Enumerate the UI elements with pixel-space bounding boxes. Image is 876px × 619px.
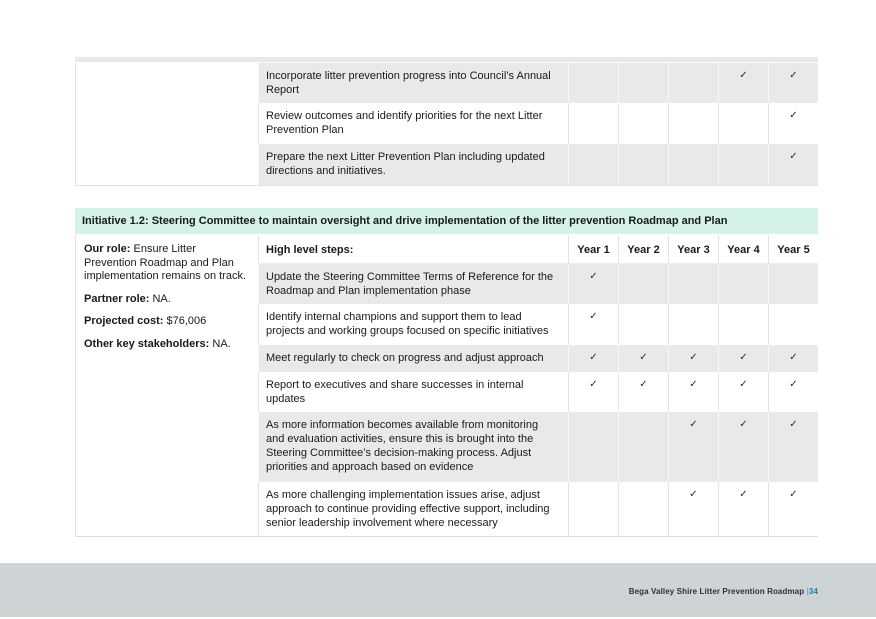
info-value: $76,006 — [163, 315, 207, 327]
year-cell — [568, 144, 618, 185]
year-cell — [668, 412, 718, 482]
info-label: Projected cost: — [84, 315, 164, 327]
info-value: NA. — [209, 337, 231, 350]
step-cell: Identify internal champions and support them to lead projects and working groups focused on specific initiatives — [258, 304, 568, 345]
year-cell — [668, 482, 718, 536]
year-cell — [768, 345, 818, 372]
table-row — [258, 372, 818, 412]
year-cell — [718, 304, 768, 345]
year-cell — [668, 372, 718, 412]
year-cell — [668, 63, 718, 103]
year-cell — [768, 103, 818, 144]
year-cell — [768, 372, 818, 412]
year-cell — [668, 144, 718, 185]
check-icon: ✓ — [789, 352, 798, 363]
info-item — [84, 243, 250, 284]
year-cell — [768, 304, 818, 345]
info-label: Other key stakeholders: — [84, 337, 210, 350]
year-cell — [568, 482, 618, 536]
footer-page-number: 34 — [808, 587, 818, 596]
info-item — [84, 293, 250, 307]
year-cell — [768, 144, 818, 185]
year-header-cell: Year 2 — [618, 235, 668, 263]
year-cell — [718, 144, 768, 185]
table-row — [258, 345, 818, 372]
table-row — [258, 144, 818, 185]
check-icon: ✓ — [589, 311, 598, 322]
check-icon: ✓ — [789, 379, 798, 390]
initiative-table — [75, 235, 818, 537]
steps-header-cell: High level steps: — [258, 235, 568, 263]
year-header-cell: Year 4 — [718, 235, 768, 263]
year-cell — [668, 304, 718, 345]
steps-rows — [258, 63, 818, 185]
year-header-cell: Year 5 — [768, 235, 818, 263]
footer-separator: | — [806, 587, 809, 596]
year-cell — [718, 482, 768, 536]
check-icon: ✓ — [789, 489, 798, 500]
continuation-table — [75, 63, 818, 186]
table-row — [258, 63, 818, 103]
check-icon: ✓ — [789, 70, 798, 81]
step-cell: Prepare the next Litter Prevention Plan including updated directions and initiatives. — [258, 144, 568, 185]
check-icon: ✓ — [689, 352, 698, 363]
check-icon: ✓ — [739, 419, 748, 430]
year-cell — [568, 372, 618, 412]
year-cell — [768, 412, 818, 482]
year-cell — [568, 63, 618, 103]
year-cell — [568, 103, 618, 144]
year-cell — [618, 482, 668, 536]
year-cell — [718, 345, 768, 372]
year-cell — [768, 264, 818, 304]
step-cell: As more information becomes available from monitoring and evaluation activities, ensure this is brought into the Steering Committee’s decision-making process. Adjust priorities and approach based on evidence — [258, 412, 568, 482]
year-cell — [568, 264, 618, 304]
year-cell — [568, 412, 618, 482]
check-icon: ✓ — [739, 70, 748, 81]
check-icon: ✓ — [789, 419, 798, 430]
check-icon: ✓ — [589, 352, 598, 363]
info-item — [84, 315, 250, 329]
check-icon: ✓ — [789, 151, 798, 162]
year-cell — [668, 264, 718, 304]
steps-rows — [258, 235, 818, 536]
info-value: Ensure Litter Prevention Roadmap and Plan implementation remains on track. — [84, 243, 247, 282]
info-label: Our role: — [84, 243, 131, 255]
year-cell — [618, 264, 668, 304]
year-cell — [718, 372, 768, 412]
year-cell — [568, 345, 618, 372]
check-icon: ✓ — [689, 489, 698, 500]
check-icon: ✓ — [739, 352, 748, 363]
year-cell — [618, 144, 668, 185]
year-cell — [618, 345, 668, 372]
empty-left-cell — [75, 63, 258, 185]
year-cell — [718, 103, 768, 144]
check-icon: ✓ — [589, 379, 598, 390]
year-cell — [668, 103, 718, 144]
check-icon: ✓ — [739, 379, 748, 390]
table-row — [258, 412, 818, 482]
footer-text — [629, 585, 818, 599]
table-row — [258, 103, 818, 144]
info-label: Partner role: — [84, 292, 150, 305]
document-content — [75, 0, 818, 537]
info-value: NA. — [149, 292, 171, 305]
check-icon: ✓ — [789, 110, 798, 121]
check-icon: ✓ — [589, 271, 598, 282]
check-icon: ✓ — [639, 352, 648, 363]
year-cell — [618, 412, 668, 482]
check-icon: ✓ — [689, 379, 698, 390]
year-cell — [768, 482, 818, 536]
step-cell: Report to executives and share successes in internal updates — [258, 372, 568, 412]
year-cell — [618, 63, 668, 103]
year-header-cell: Year 3 — [668, 235, 718, 263]
footer-document-title: Bega Valley Shire Litter Prevention Roadmap — [628, 587, 807, 596]
year-cell — [768, 63, 818, 103]
initiative-title-bar: Initiative 1.2: Steering Committee to maintain oversight and drive implementation of the litter prevention Roadmap and Plan — [75, 208, 818, 234]
section-gap — [75, 186, 818, 208]
table-row — [258, 482, 818, 536]
table-row — [258, 304, 818, 345]
check-icon: ✓ — [639, 379, 648, 390]
table-header-row — [258, 235, 818, 264]
step-cell: As more challenging implementation issues arise, adjust approach to continue providing effective support, including senior leadership involvement where necessary — [258, 482, 568, 536]
check-icon: ✓ — [689, 419, 698, 430]
initiative-info-panel — [75, 235, 258, 536]
check-icon: ✓ — [739, 489, 748, 500]
step-cell: Review outcomes and identify priorities for the next Litter Prevention Plan — [258, 103, 568, 144]
year-cell — [618, 103, 668, 144]
year-cell — [618, 304, 668, 345]
previous-row-remnant — [75, 57, 818, 62]
info-item — [84, 338, 250, 352]
step-cell: Meet regularly to check on progress and adjust approach — [258, 345, 568, 372]
year-cell — [718, 63, 768, 103]
year-cell — [668, 345, 718, 372]
year-cell — [718, 264, 768, 304]
year-cell — [568, 304, 618, 345]
step-cell: Incorporate litter prevention progress into Council’s Annual Report — [258, 63, 568, 103]
footer-band — [0, 563, 876, 617]
step-cell: Update the Steering Committee Terms of Reference for the Roadmap and Plan implementation phase — [258, 264, 568, 304]
year-header-cell: Year 1 — [568, 235, 618, 263]
table-row — [258, 264, 818, 304]
year-cell — [718, 412, 768, 482]
year-cell — [618, 372, 668, 412]
